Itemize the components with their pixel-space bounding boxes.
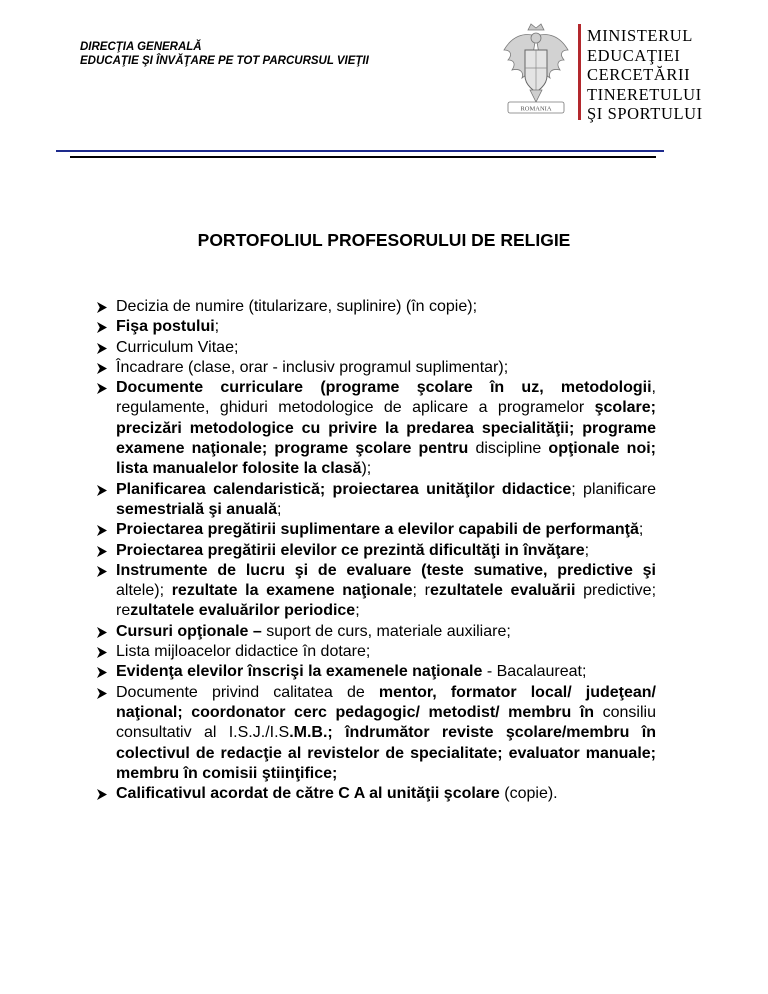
arrow-bullet-icon — [96, 317, 108, 337]
bold-text: ezultatele evaluării — [429, 582, 576, 600]
arrow-bullet-icon — [96, 662, 108, 682]
bold-text: Cursuri opţionale – — [116, 622, 267, 640]
directorate-line-2: EDUCAŢIE ŞI ÎNVĂŢARE PE TOT PARCURSUL VIEŢII — [80, 55, 369, 67]
arrow-bullet-icon — [96, 642, 108, 662]
list-item — [96, 378, 656, 479]
bold-text: Fişa postului — [116, 318, 215, 336]
bold-text: Calificativul acordat de către C A al unităţii şcolare — [116, 785, 500, 803]
arrow-bullet-icon — [96, 480, 108, 500]
arrow-bullet-icon — [96, 338, 108, 358]
text: predictive; re — [116, 582, 657, 620]
bold-text: .M.B.; îndrumător reviste şcolare/membru în colectivul de redacţie al revistelor de specialitate; evaluator manuale; membru în comisii ştiinţifice; — [116, 724, 656, 782]
ministry-line: CERCETĂRII — [587, 65, 691, 84]
bold-text: Evidenţa elevilor înscrişi la examenele naţionale — [116, 663, 483, 681]
arrow-bullet-icon — [96, 683, 108, 703]
list-item — [96, 338, 656, 358]
ministry-line: ŞI SPORTULUI — [587, 104, 703, 123]
text: , regulamente, ghiduri metodologice de aplicare a programelor — [116, 379, 656, 417]
bold-text: opţionale noi; lista manualelor folosite la clasă — [116, 440, 657, 478]
text: Documente privind calitatea de — [116, 683, 379, 701]
ministry-line: EDUCAŢIEI — [587, 45, 681, 65]
text: Curriculum Vitae; — [116, 338, 239, 356]
arrow-bullet-icon — [96, 520, 108, 540]
text: - Bacalaureat; — [482, 663, 587, 681]
arrow-bullet-icon — [96, 784, 108, 804]
bold-text: şcolare; precizări metodologice cu privire la predarea specialităţii; programe examene naţionale; programe şcolare pentru — [116, 399, 656, 458]
list-item — [96, 561, 656, 622]
ministry-divider — [578, 24, 581, 120]
text: Lista mijloacelor didactice în dotare; — [116, 643, 371, 661]
bold-text: Planificarea calendaristică; proiectarea unităţilor didactice — [116, 480, 572, 498]
text: ; — [276, 500, 282, 518]
list-item — [96, 297, 656, 317]
arrow-bullet-icon — [96, 358, 108, 378]
ministry-logo-text — [587, 26, 703, 124]
text: suport de curs, materiale auxiliare; — [266, 622, 511, 640]
ministry-line: MINISTERUL — [587, 26, 693, 45]
crest-banner-text: ROMANIA — [520, 105, 552, 113]
list-item — [96, 662, 656, 682]
text: ; — [638, 521, 644, 539]
page-title: PORTOFOLIUL PROFESORULUI DE RELIGIE — [197, 230, 571, 250]
ministry-line: TINERETULUI — [587, 84, 702, 104]
text: Decizia de numire (titularizare, suplinire) (în copie); — [116, 298, 478, 315]
text: ; planificare — [571, 480, 656, 498]
text: (copie). — [499, 785, 558, 803]
bold-text: rezultate la examene naţionale — [171, 582, 413, 600]
text: ; — [214, 318, 220, 336]
header-rule-blue — [56, 150, 664, 152]
romania-coat-of-arms-icon — [500, 20, 572, 118]
text: altele); — [116, 582, 172, 600]
list-item — [96, 520, 656, 540]
bold-text: mentor, formator local/ judeţean/ naţional; coordonator cerc pedagogic/ metodist/ membru în — [116, 683, 657, 721]
bold-text: Proiectarea pregătirii elevilor ce prezintă dificultăţi in învăţare — [116, 541, 585, 559]
list-item — [96, 784, 656, 804]
list-item — [96, 480, 656, 521]
arrow-bullet-icon — [96, 297, 108, 317]
text: ; — [584, 541, 590, 559]
arrow-bullet-icon — [96, 378, 108, 398]
bold-text: Documente curriculare (programe şcolare în uz, metodologii — [116, 379, 652, 397]
list-item — [96, 622, 656, 642]
list-item — [96, 642, 656, 662]
directorate-line-1: DIRECŢIA GENERALĂ — [80, 41, 202, 53]
list-item — [96, 683, 656, 784]
list-item — [96, 358, 656, 378]
bold-text: Proiectarea pregătirii suplimentare a elevilor capabili de performanţă — [116, 521, 639, 539]
portfolio-item-list — [96, 297, 656, 804]
header-rule-black — [70, 156, 656, 158]
arrow-bullet-icon — [96, 561, 108, 581]
bold-text: Instrumente de lucru şi de evaluare (teste sumative, predictive şi — [116, 561, 656, 579]
bold-text: semestrială şi anuală — [116, 500, 277, 518]
text: consiliu consultativ al I.S.J./I.S — [116, 703, 656, 742]
directorate-heading — [80, 40, 369, 68]
bold-text: zultatele evaluărilor periodice — [130, 602, 356, 620]
list-item — [96, 541, 656, 561]
arrow-bullet-icon — [96, 622, 108, 642]
text: ; r — [412, 582, 430, 600]
text: ; — [355, 602, 360, 620]
text: discipline — [468, 440, 549, 458]
text: ); — [361, 460, 372, 478]
text: Încadrare (clase, orar - inclusiv programul suplimentar); — [116, 358, 509, 376]
list-item — [96, 317, 656, 337]
arrow-bullet-icon — [96, 541, 108, 561]
